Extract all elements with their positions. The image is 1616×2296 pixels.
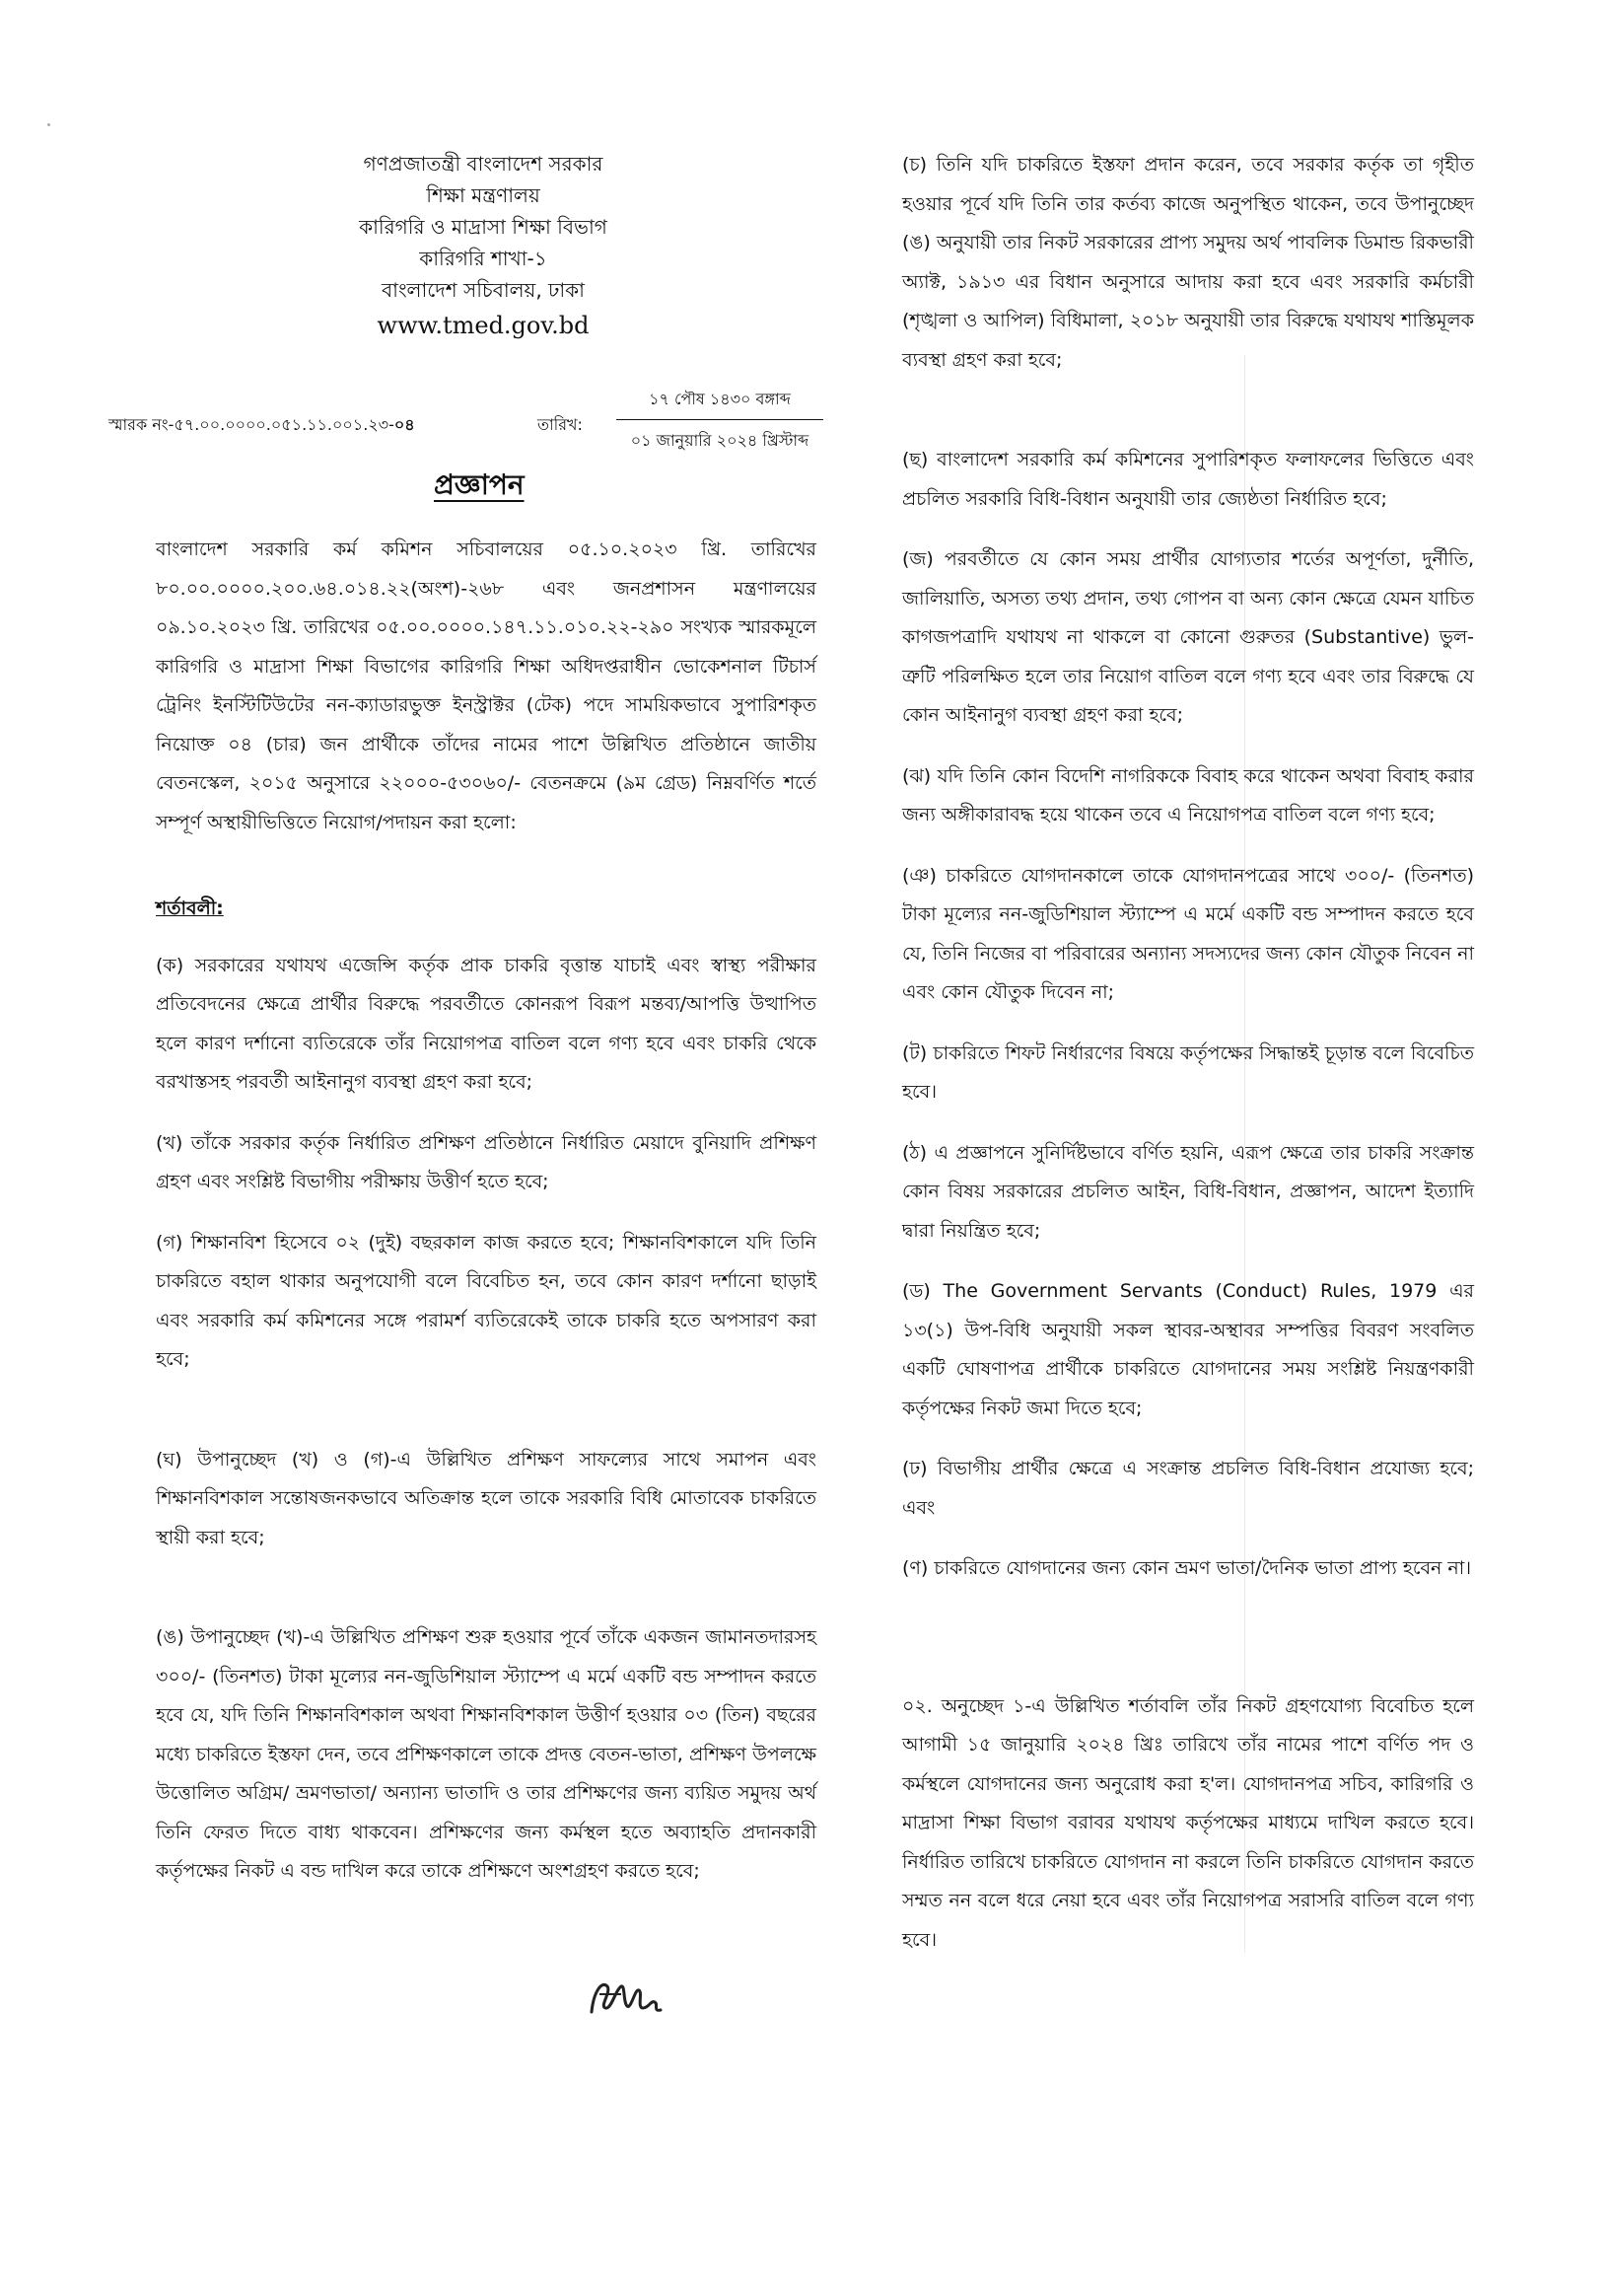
paragraph-two: ০২. অনুচ্ছেদ ১-এ উল্লিখিত শর্তাবলি তাঁর নিকট গ্রহণযোগ্য বিবেচিত হলে আগামী ১৫ জানুয়ারি ২০২৪ খ্রিঃ তারিখে তাঁর নামের পাশে বর্ণিত পদ ও কর্মস্থলে যোগদানের জন্য অনুরোধ করা হ'ল। যোগদানপত্র সচিব, কারিগরি ও মাদ্রাসা শিক্ষা বিভাগ বরাবর যথাযথ কর্তৃপক্ষের মাধ্যমে দাখিল করতে হবে। নির্ধারিত তারিখে চাকরিতে যোগদান না করলে তিনি চাকরিতে যোগদান করতে সম্মত নন বলে ধরে নেয়া হবে এবং তাঁর নিয়োগপত্র সরাসরি বাতিল বলে গণ্য হবে। <box>902 1694 1474 1951</box>
date-bangla: ১৭ পৌষ ১৪৩০ বঙ্গাব্দ <box>616 387 823 420</box>
memo-number: ০৪ <box>393 415 415 434</box>
condition-dha: (ঢ) বিভাগীয় প্রার্থীর ক্ষেত্রে এ সংক্রান্ত প্রচলিত বিধি-বিধান প্রযোজ্য হবে; এবং <box>902 1458 1474 1519</box>
condition-uma: (ঙ) উপানুচ্ছেদ (খ)-এ উল্লিখিত প্রশিক্ষণ শুরু হওয়ার পূর্বে তাঁকে একজন জামানতদারসহ ৩০০/- (তিনশত) টাকা মূল্যের নন-জুডিশিয়াল স্ট্যাম্পে এ মর্মে একটি বন্ড সম্পাদন করতে হবে যে, যদি তিনি শিক্ষানবিশকাল অথবা শিক্ষানবিশকাল উত্তীর্ণ হওয়ার ০৩ (তিন) বছরের মধ্যে চাকরিতে ইস্তফা দেন, তবে প্রশিক্ষণকালে তাকে প্রদত্ত বেতন-ভাতা, প্রশিক্ষণ উপলক্ষে উত্তোলিত অগ্রিম/ ভ্রমণভাতা/ অন্যান্য ভাতাদি ও তার প্রশিক্ষণের জন্য ব্যয়িত সমুদয় অর্থ তিনি ফেরত দিতে বাধ্য থাকবেন। প্রশিক্ষণের জন্য কর্মস্থল হতে অব্যাহতি প্রদানকারী কর্তৃপক্ষের নিকট এ বন্ড দাখিল করে তাকে প্রশিক্ষণে অংশগ্রহণ করতে হবে; <box>156 1626 816 1882</box>
document-title: প্রজ্ঞাপন <box>434 468 525 501</box>
condition-da: (ড) The Government Servants (Conduct) Rules, 1979 এর ১৩(১) উপ-বিধি অনুযায়ী সকল স্থাবর-অস্থাবর সম্পত্তির বিবরণ সংবলিত একটি ঘোষণাপত্র প্রার্থীকে চাকরিতে যোগদানের সময় সংশ্লিষ্ট নিয়ন্ত্রণকারী কর্তৃপক্ষের নিকট জমা দিতে হবে; <box>902 1280 1474 1419</box>
intro-paragraph: বাংলাদেশ সরকারি কর্ম কমিশন সচিবালয়ের ০৫.১০.২০২৩ খ্রি. তারিখের ৮০.০০.০০০০.২০০.৬৪.০১৪.২২(অংশ)-২৬৮ এবং জনপ্রশাসন মন্ত্রণালয়ের ০৯.১০.২০২৩ খ্রি. তারিখের ০৫.০০.০০০০.১৪৭.১১.০১০.২২-২৯০ সংখ্যক স্মারকমূলে কারিগরি ও মাদ্রাসা শিক্ষা বিভাগের কারিগরি শিক্ষা অধিদপ্তরাধীন ভোকেশনাল টিচার্স ট্রেনিং ইনস্টিটিউটের নন-ক্যাডারভুক্ত ইনস্ট্রাক্টর (টেক) পদে সাময়িকভাবে সুপারিশকৃত নিয়োক্ত ০৪ (চার) জন প্রার্থীকে তাঁদের নামের পাশে উল্লিখিত প্রতিষ্ঠানে জাতীয় বেতনস্কেল, ২০১৫ অনুসারে ২২০০০-৫৩০৬০/- বেতনক্রমে (৯ম গ্রেড) নিম্নবর্ণিত শর্তে সম্পূর্ণ অস্থায়ীভিত্তিতে নিয়োগ/পদায়ন করা হলো: <box>156 538 816 833</box>
date-block <box>616 387 823 455</box>
letterhead-address: বাংলাদেশ সচিবালয়, ঢাকা <box>382 278 585 302</box>
condition-gha: (ঘ) উপানুচ্ছেদ (খ) ও (গ)-এ উল্লিখিত প্রশিক্ষণ সাফল্যের সাথে সমাপন এবং শিক্ষানবিশকাল সন্তোষজনকভাবে অতিক্রান্ত হলে তাকে সরকারি বিধি মোতাবেক চাকরিতে স্থায়ী করা হবে; <box>156 1448 816 1548</box>
left-column <box>156 531 816 1913</box>
condition-na: (ণ) চাকরিতে যোগদানের জন্য কোন ভ্রমণ ভাতা/দৈনিক ভাতা প্রাপ্য হবেন না। <box>902 1557 1472 1579</box>
right-column <box>902 146 1474 1981</box>
condition-jha: (ঝ) যদি তিনি কোন বিদেশি নাগরিককে বিবাহ করে থাকেন অথবা বিবাহ করার জন্য অঙ্গীকারাবদ্ধ হয়ে থাকেন তবে এ নিয়োগপত্র বাতিল বলে গণ্য হবে; <box>902 764 1474 825</box>
condition-ta: (ট) চাকরিতে শিফট নির্ধারণের বিষয়ে কর্তৃপক্ষের সিদ্ধান্তই চূড়ান্ত বলে বিবেচিত হবে। <box>902 1041 1475 1103</box>
signature-icon <box>582 1973 670 2022</box>
condition-kha: (খ) তাঁকে সরকার কর্তৃক নির্ধারিত প্রশিক্ষণ প্রতিষ্ঠানে নির্ধারিত মেয়াদে বুনিয়াদি প্রশিক্ষণ গ্রহণ এবং সংশ্লিষ্ট বিভাগীয় পরীক্ষায় উত্তীর্ণ হতে হবে; <box>156 1131 816 1192</box>
memo-prefix: স্মারক নং-৫৭.০০.০০০০.০৫১.১১.০০১.২৩- <box>108 415 394 434</box>
date-english: ০১ জানুয়ারি ২০২৪ খ্রিস্টাব্দ <box>630 431 809 450</box>
letterhead-division: কারিগরি ও মাদ্রাসা শিক্ষা বিভাগ <box>359 215 607 239</box>
scan-speck <box>47 123 50 126</box>
letterhead-ministry: শিক্ষা মন্ত্রণালয় <box>426 183 540 207</box>
condition-chha: (ছ) বাংলাদেশ সরকারি কর্ম কমিশনের সুপারিশকৃত ফলাফলের ভিত্তিতে এবং প্রচলিত সরকারি বিধি-বিধান অনুযায়ী তার জ্যেষ্ঠতা নির্ধারিত হবে; <box>902 449 1474 510</box>
letterhead-government: গণপ্রজাতন্ত্রী বাংলাদেশ সরকার <box>363 152 603 176</box>
letterhead <box>227 148 739 341</box>
condition-cha: (চ) তিনি যদি চাকরিতে ইস্তফা প্রদান করেন, তবে সরকার কর্তৃক তা গৃহীত হওয়ার পূর্বে যদি তিনি তার কর্তব্য কাজে অনুপস্থিত থাকেন, তবে উপানুচ্ছেদ (ঙ) অনুযায়ী তার নিকট সরকারের প্রাপ্য সমুদয় অর্থ পাবলিক ডিমান্ড রিকভারী অ্যাক্ট, ১৯১৩ এর বিধান অনুসারে আদায় করা হবে এবং সরকারি কর্মচারী (শৃঙ্খলা ও আপিল) বিধিমালা, ২০১৮ অনুযায়ী তার বিরুদ্ধে যথাযথ শাস্তিমূলক ব্যবস্থা গ্রহণ করা হবে; <box>902 154 1474 371</box>
conditions-heading: শর্তাবলী: <box>156 897 224 919</box>
date-label: তারিখ: <box>537 415 583 434</box>
condition-tha: (ঠ) এ প্রজ্ঞাপনে সুনির্দিষ্টভাবে বর্ণিত হয়নি, এরূপ ক্ষেত্রে তার চাকরি সংক্রান্ত কোন বিষয় সরকারের প্রচলিত আইন, বিধি-বিধান, প্রজ্ঞাপন, আদেশ ইত্যাদি দ্বারা নিয়ন্ত্রিত হবে; <box>902 1141 1474 1242</box>
condition-ja: (জ) পরবর্তীতে যে কোন সময় প্রার্থীর যোগ্যতার শর্তের অপূর্ণতা, দুর্নীতি, জালিয়াতি, অসত্য তথ্য প্রদান, তথ্য গোপন বা অন্য কোন ক্ষেত্রে যেমন যাচিত কাগজপত্রাদি যথাযথ না থাকলে বা কোনো গুরুতর (Substantive) ভুল-ত্রুটি পরিলক্ষিত হলে তার নিয়োগ বাতিল বলে গণ্য হবে এবং তার বিরুদ্ধে যে কোন আইনানুগ ব্যবস্থা গ্রহণ করা হবে; <box>902 548 1474 726</box>
condition-nya: (ঞ) চাকরিতে যোগদানকালে তাকে যোগদানপত্রের সাথে ৩০০/- (তিনশত) টাকা মূল্যের নন-জুডিশিয়াল স্ট্যাম্পে এ মর্মে একটি বন্ড সম্পাদন করতে হবে যে, তিনি নিজের বা পরিবারের অন্যান্য সদস্যদের জন্য কোন যৌতুক নিবেন না এবং কোন যৌতুক দিবেন না; <box>902 864 1474 1003</box>
condition-ka: (ক) সরকারের যথাযথ এজেন্সি কর্তৃক প্রাক চাকরি বৃত্তান্ত যাচাই এবং স্বাস্থ্য পরীক্ষার প্রতিবেদনের ক্ষেত্রে প্রার্থীর বিরুদ্ধে পরবর্তীতে কোনরূপ বিরূপ মন্তব্য/আপত্তি উত্থাপিত হলে কারণ দর্শানো ব্যতিরেকে তাঁর নিয়োগপত্র বাতিল বলে গণ্য হবে এবং চাকরি থেকে বরখাস্তসহ পরবর্তী আইনানুগ ব্যবস্থা গ্রহণ করা হবে; <box>156 954 816 1093</box>
letterhead-website: www.tmed.gov.bd <box>377 312 590 339</box>
memo-reference <box>108 412 415 439</box>
condition-ga: (গ) শিক্ষানবিশ হিসেবে ০২ (দুই) বছরকাল কাজ করতে হবে; শিক্ষানবিশকালে যদি তিনি চাকরিতে বহাল থাকার অনুপযোগী বলে বিবেচিত হন, তবে কোন কারণ দর্শানো ছাড়াই এবং সরকারি কর্ম কমিশনের সঙ্গে পরামর্শ ব্যতিরেকেই তাকে চাকরি হতে অপসারণ করা হবে; <box>156 1231 816 1370</box>
letterhead-branch: কারিগরি শাখা-১ <box>419 247 547 270</box>
